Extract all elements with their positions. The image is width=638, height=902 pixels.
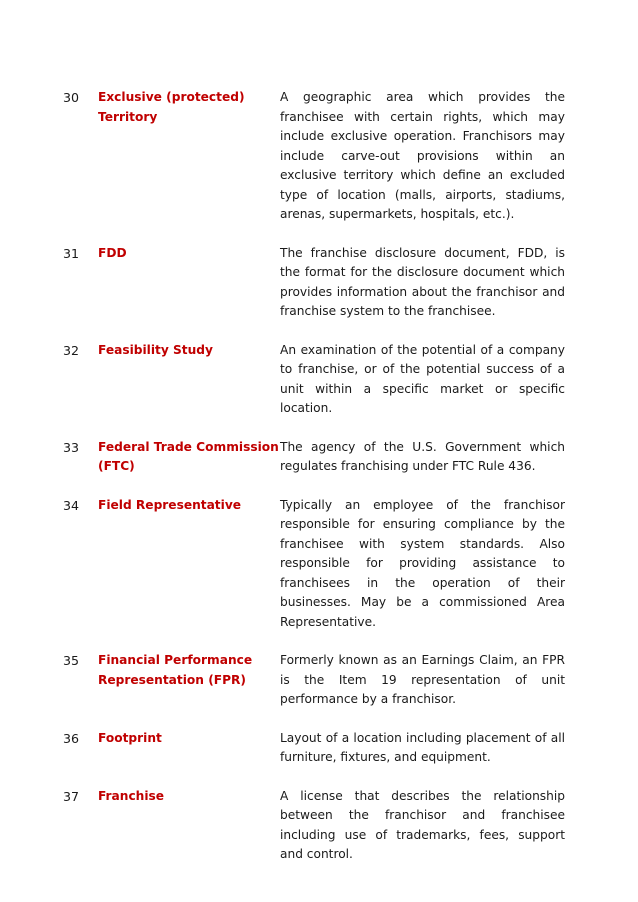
- entry-definition: Formerly known as an Earnings Claim, an FPR is the Item 19 representation of unit performance by a franchisor.: [280, 653, 565, 706]
- entry-term: Feasibility Study: [98, 342, 213, 357]
- entry-number: 37: [63, 788, 80, 804]
- entry-number: 30: [63, 90, 80, 105]
- glossary-entry: [63, 651, 565, 710]
- glossary-entry: [63, 729, 565, 768]
- glossary-entry: [63, 496, 565, 633]
- glossary-entry: [63, 341, 565, 419]
- entry-definition: A geographic area which provides the franchisee with certain rights, which may include exclusive operation. Franchisors may include carve-out provisions within an exclusive territory which define an excluded type of location (malls, airports, stadiums, arenas, supermarkets, hospitals, etc.).: [280, 90, 565, 221]
- entry-number: 33: [63, 439, 80, 455]
- entry-term: Field Representative: [98, 497, 242, 512]
- entry-term: FDD: [98, 245, 127, 260]
- entry-definition: The franchise disclosure document, FDD, is the format for the disclosure document which provides information about the franchisor and franchise system to the franchisee.: [280, 245, 565, 318]
- entry-term: Footprint: [98, 730, 162, 745]
- entry-definition: The agency of the U.S. Government which regulates franchising under FTC Rule 436.: [280, 439, 565, 473]
- entry-number: 31: [63, 245, 80, 261]
- entry-term: Financial Performance Representation (FPR): [98, 653, 253, 687]
- entry-number: 35: [63, 653, 80, 668]
- entry-number: 32: [63, 342, 80, 358]
- entry-term: Federal Trade Commission (FTC): [98, 439, 279, 473]
- glossary-list: [63, 88, 565, 865]
- glossary-entry: [63, 438, 565, 477]
- glossary-entry: [63, 787, 565, 865]
- entry-number: 36: [63, 730, 80, 746]
- entry-definition: A license that describes the relationship between the franchisor and franchisee including use of trademarks, fees, support and control.: [280, 788, 565, 861]
- glossary-entry: [63, 88, 565, 225]
- glossary-entry: [63, 244, 565, 322]
- entry-definition: Typically an employee of the franchisor responsible for ensuring compliance by the franchisee with system standards. Also responsible for providing assistance to franchisees in the operation of their businesses. May be a commissioned Area Representative.: [280, 497, 565, 629]
- entry-definition: Layout of a location including placement of all furniture, fixtures, and equipment.: [280, 730, 565, 764]
- entry-term: Franchise: [98, 788, 165, 803]
- entry-definition: An examination of the potential of a company to franchise, or of the potential success of a unit within a specific market or specific location.: [280, 342, 565, 415]
- entry-term: Exclusive (protected) Territory: [98, 90, 245, 124]
- entry-number: 34: [63, 497, 80, 513]
